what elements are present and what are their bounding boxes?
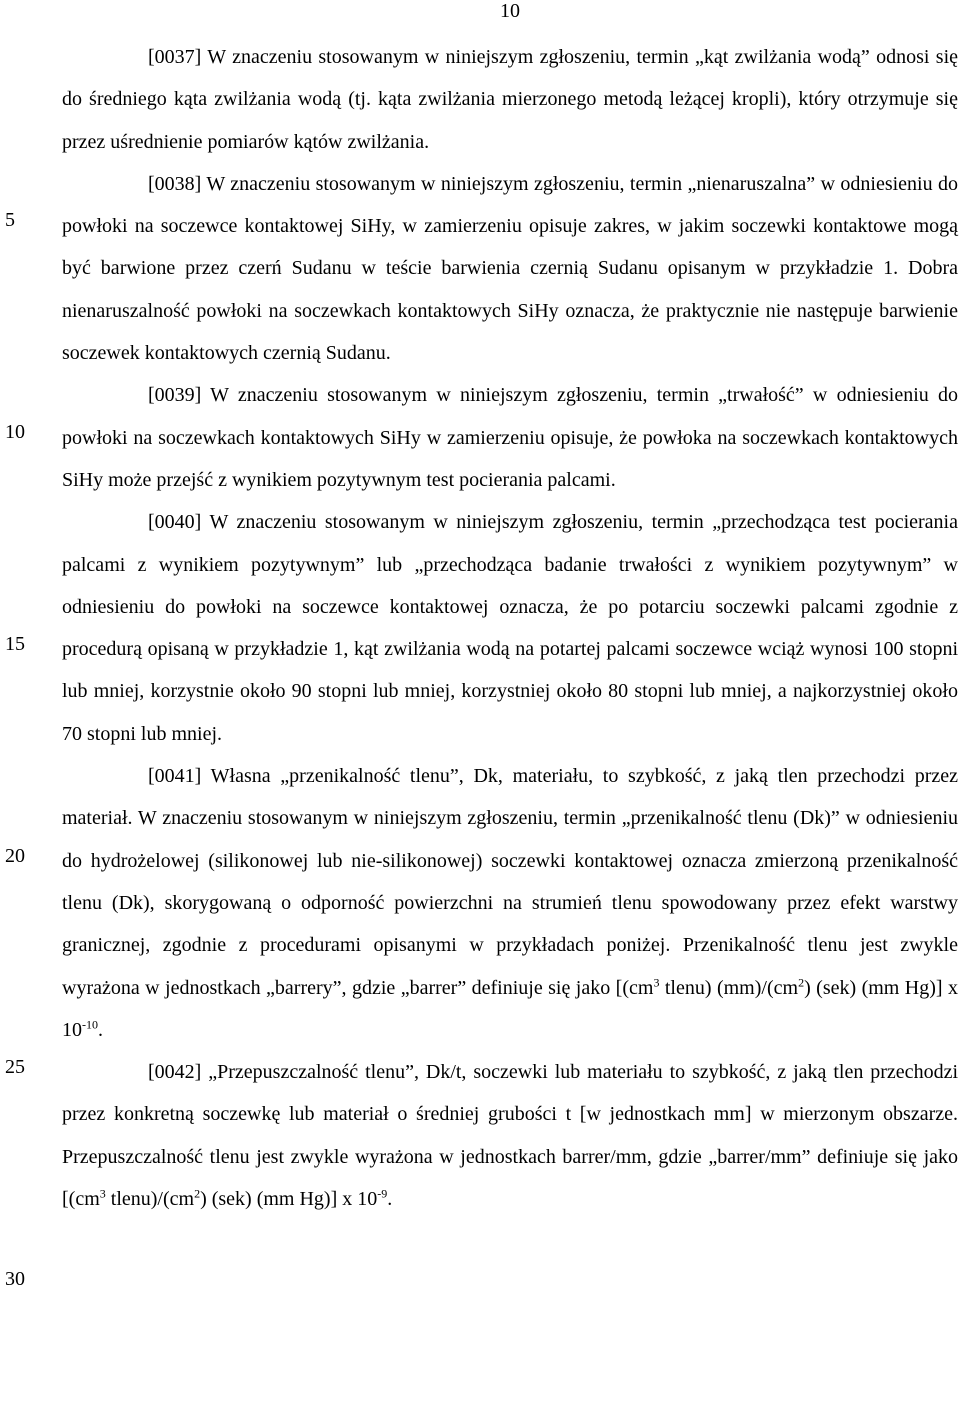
paragraph-0041-text-b: tlenu) (mm)/(cm xyxy=(659,976,799,999)
superscript: -10 xyxy=(82,1017,98,1032)
paragraph-0042-text-a: [0042] „Przepuszczalność tlenu”, Dk/t, soczewki lub materiału to szybkość, z jaką tlen przechodzi przez konkretną soczewkę lub materiał o średniej grubości t [w jednostkach mm] w mierzonym obszarze. Przepuszczalność tlenu jest zwykle wyrażona w jednostkach barrer/mm, gdzie „barrer/mm” definiuje się jako [(cm xyxy=(62,1061,958,1211)
paragraph-0041 xyxy=(62,755,958,1051)
superscript: 3 xyxy=(653,974,660,989)
line-number-10: 10 xyxy=(5,421,25,443)
superscript: 2 xyxy=(798,974,805,989)
page-number: 10 xyxy=(500,0,520,22)
paragraph-0039: [0039] W znaczeniu stosowanym w niniejszym zgłoszeniu, termin „trwałość” w odniesieniu do powłoki na soczewkach kontaktowych SiHy w zamierzeniu opisuje, że powłoka na soczewkach kontaktowych SiHy może przejść z wynikiem pozytywnym test pocierania palcami. xyxy=(62,384,958,491)
line-number-15: 15 xyxy=(5,633,25,655)
line-number-30: 30 xyxy=(5,1268,25,1290)
paragraph-0042-text-b: tlenu)/(cm xyxy=(105,1188,195,1211)
paragraph-0040: [0040] W znaczeniu stosowanym w niniejszym zgłoszeniu, termin „przechodząca test pocierania palcami z wynikiem pozytywnym” lub „przechodząca badanie trwałości z wynikiem pozytywnym” w odniesieniu do powłoki na soczewce kontaktowej oznacza, że po potarciu soczewki palcami zgodnie z procedurą opisaną w przykładzie 1, kąt zwilżania wodą na potartej palcami soczewce wciąż wynosi 100 stopni lub mniej, korzystnie około 90 stopni lub mniej, korzystniej około 80 stopni lub mniej, a najkorzystniej około 70 stopni lub mniej. xyxy=(62,511,958,745)
paragraph-0042-text-c: ) (sek) (mm Hg)] x 10 xyxy=(200,1188,378,1211)
paragraph-0042 xyxy=(62,1051,958,1220)
superscript: -9 xyxy=(377,1186,388,1201)
paragraph-0041-text-c: ) (sek) (mm Hg)] x 10 xyxy=(62,976,958,1041)
superscript: 3 xyxy=(99,1186,106,1201)
paragraph-0037: [0037] W znaczeniu stosowanym w niniejszym zgłoszeniu, termin „kąt zwilżania wodą” odnosi się do średniego kąta zwilżania wodą (tj. kąta zwilżania mierzonego metodą leżącej kropli), który otrzymuje się przez uśrednienie pomiarów kątów zwilżania. xyxy=(62,46,958,153)
line-number-25: 25 xyxy=(5,1056,25,1078)
paragraph-0041-text-d: . xyxy=(98,1018,103,1041)
paragraph-0042-text-d: . xyxy=(387,1188,393,1211)
line-number-20: 20 xyxy=(5,845,25,867)
paragraph-0041-text-a: [0041] Własna „przenikalność tlenu”, Dk, materiału, to szybkość, z jaką tlen przechodzi przez materiał. W znaczeniu stosowanym w niniejszym zgłoszeniu, termin „przenikalność tlenu (Dk)” w odniesieniu do hydrożelowej (silikonowej lub nie-silikonowej) soczewki kontaktowej oznacza zmierzoną przenikalność tlenu (Dk), skorygowaną o odporność powierzchni na strumień tlenu spowodowany przez efekt warstwy granicznej, zgodnie z procedurami opisanymi w przykładach poniżej. Przenikalność tlenu jest zwykle wyrażona w jednostkach „barrery”, gdzie „barrer” definiuje się jako [(cm xyxy=(62,765,958,999)
document-body xyxy=(62,36,958,1220)
paragraph-0038: [0038] W znaczeniu stosowanym w niniejszym zgłoszeniu, termin „nienaruszalna” w odniesieniu do powłoki na soczewce kontaktowej SiHy, w zamierzeniu opisuje zakres, w jakim soczewki kontaktowe mogą być barwione przez czerń Sudanu w teście barwienia czernią Sudanu opisanym w przykładzie 1. Dobra nienaruszalność powłoki na soczewkach kontaktowych SiHy oznacza, że praktycznie nie następuje barwienie soczewek kontaktowych czernią Sudanu. xyxy=(62,172,958,365)
superscript: 2 xyxy=(194,1186,201,1201)
line-number-5: 5 xyxy=(5,209,15,231)
